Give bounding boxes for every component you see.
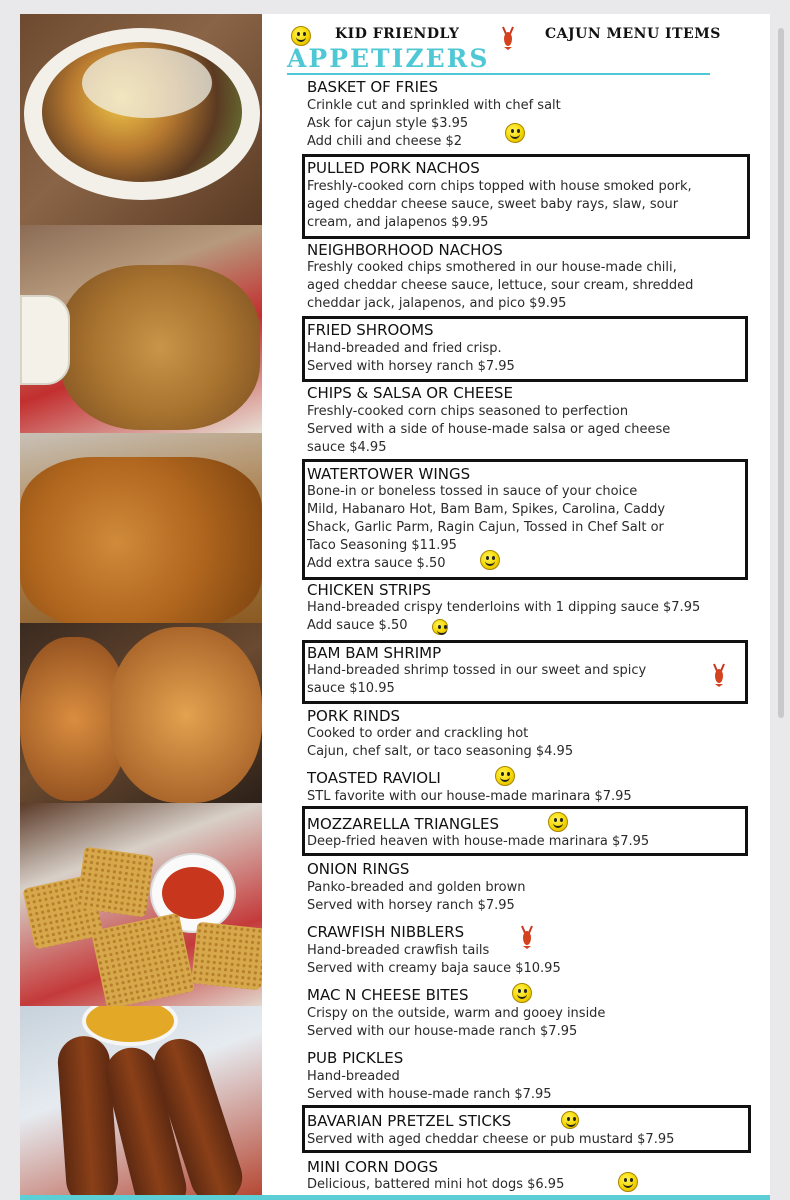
item-description: Crinkle cut and sprinkled with chef salt [307, 98, 561, 113]
item-description: Hand-breaded crispy tenderloins with 1 dipping sauce $7.95 [307, 600, 701, 615]
item-name: NEIGHBORHOOD NACHOS [307, 241, 503, 259]
wing-pile [20, 457, 262, 623]
item-description: Freshly-cooked corn chips topped with house smoked pork, [307, 179, 692, 194]
item-description: sauce $4.95 [307, 440, 387, 455]
item-description: sauce $10.95 [307, 681, 395, 696]
item-description: Served with a side of house-made salsa or aged cheese [307, 422, 671, 437]
item-description: Cooked to order and crackling hot [307, 726, 529, 741]
item-name: ONION RINGS [307, 860, 410, 878]
bam-bam-shrimp-photo [20, 623, 262, 803]
item-description: Bone-in or boneless tossed in sauce of your choice [307, 484, 638, 499]
smiley-icon [432, 619, 448, 635]
item-description: Served with horsey ranch $7.95 [307, 359, 515, 374]
smiley-icon [548, 812, 568, 832]
crawfish-icon [519, 924, 535, 950]
shrimp-piece [110, 627, 262, 803]
item-description: Hand-breaded [307, 1069, 400, 1084]
item-description: Served with aged cheddar cheese or pub mustard $7.95 [307, 1132, 675, 1147]
scrollbar[interactable] [778, 28, 784, 718]
watertower-wings-photo [20, 433, 262, 623]
section-title: APPETIZERS [287, 44, 490, 73]
item-description: Served with house-made ranch $7.95 [307, 1087, 552, 1102]
menu-page [20, 14, 770, 1200]
item-description: Add chili and cheese $2 [307, 134, 463, 149]
item-name: PULLED PORK NACHOS [307, 159, 480, 177]
item-name: BAVARIAN PRETZEL STICKS [307, 1112, 512, 1130]
smiley-icon [618, 1172, 638, 1192]
smiley-icon [505, 123, 525, 143]
item-name: BASKET OF FRIES [307, 78, 438, 96]
pulled-pork-nachos-photo [20, 14, 262, 225]
item-description: Cajun, chef salt, or taco seasoning $4.95 [307, 744, 574, 759]
smiley-icon [512, 983, 532, 1003]
item-description: Hand-breaded crawfish tails [307, 943, 490, 958]
pretzel-sticks-photo [20, 1006, 262, 1200]
smiley-icon [495, 766, 515, 786]
item-description: aged cheddar cheese sauce, sweet baby rays, slaw, sour [307, 197, 679, 212]
item-description: Hand-breaded and fried crisp. [307, 341, 502, 356]
item-description: Served with horsey ranch $7.95 [307, 898, 515, 913]
item-description: STL favorite with our house-made marinara $7.95 [307, 789, 632, 804]
item-description: cream, and jalapenos $9.95 [307, 215, 489, 230]
crawfish-icon [711, 662, 727, 688]
item-name: MINI CORN DOGS [307, 1158, 438, 1176]
item-name: PORK RINDS [307, 707, 401, 725]
smiley-icon [291, 26, 311, 46]
ravioli-piece [76, 846, 154, 917]
crawfish-icon [500, 25, 516, 51]
item-description: Freshly cooked chips smothered in our house-made chili, [307, 260, 677, 275]
item-description: Mild, Habanaro Hot, Bam Bam, Spikes, Carolina, Caddy [307, 502, 666, 517]
legend-kid-friendly: KID FRIENDLY [335, 26, 460, 42]
item-description: Served with our house-made ranch $7.95 [307, 1024, 578, 1039]
item-description: aged cheddar cheese sauce, lettuce, sour cream, shredded [307, 278, 694, 293]
item-name: CRAWFISH NIBBLERS [307, 923, 465, 941]
item-name: BAM BAM SHRIMP [307, 644, 442, 662]
item-name: FRIED SHROOMS [307, 321, 434, 339]
item-description: cheddar jack, jalapenos, and pico $9.95 [307, 296, 567, 311]
item-description: Freshly-cooked corn chips seasoned to perfection [307, 404, 629, 419]
item-description: Panko-breaded and golden brown [307, 880, 526, 895]
item-description: Ask for cajun style $3.95 [307, 116, 469, 131]
item-description: Add sauce $.50 [307, 618, 408, 633]
menu-column [287, 14, 770, 1200]
bottom-accent-bar [20, 1195, 770, 1200]
nachos-slaw [82, 48, 212, 118]
item-name: WATERTOWER WINGS [307, 465, 471, 483]
item-description: Deep-fried heaven with house-made marinara $7.95 [307, 834, 650, 849]
item-description: Hand-breaded shrimp tossed in our sweet and spicy [307, 663, 647, 678]
mushroom-pile [60, 265, 260, 430]
ravioli-piece [191, 922, 262, 991]
fried-shrooms-photo [20, 225, 262, 433]
item-name: CHICKEN STRIPS [307, 581, 432, 599]
toasted-ravioli-photo [20, 803, 262, 1006]
smiley-icon [480, 550, 500, 570]
title-divider [287, 73, 710, 75]
item-description: Crispy on the outside, warm and gooey inside [307, 1006, 606, 1021]
item-description: Delicious, battered mini hot dogs $6.95 [307, 1177, 565, 1192]
item-name: PUB PICKLES [307, 1049, 404, 1067]
item-name: CHIPS & SALSA OR CHEESE [307, 384, 513, 402]
legend-cajun: CAJUN MENU ITEMS [545, 26, 721, 42]
item-name: MAC N CHEESE BITES [307, 986, 469, 1004]
ravioli-piece [91, 913, 196, 1006]
smiley-icon [561, 1111, 579, 1129]
item-name: MOZZARELLA TRIANGLES [307, 815, 500, 833]
item-description: Taco Seasoning $11.95 [307, 538, 457, 553]
item-description: Served with creamy baja sauce $10.95 [307, 961, 561, 976]
item-description: Add extra sauce $.50 [307, 556, 446, 571]
item-description: Shack, Garlic Parm, Ragin Cajun, Tossed in Chef Salt or [307, 520, 664, 535]
ranch-cup [20, 295, 70, 385]
item-name: TOASTED RAVIOLI [307, 769, 441, 787]
